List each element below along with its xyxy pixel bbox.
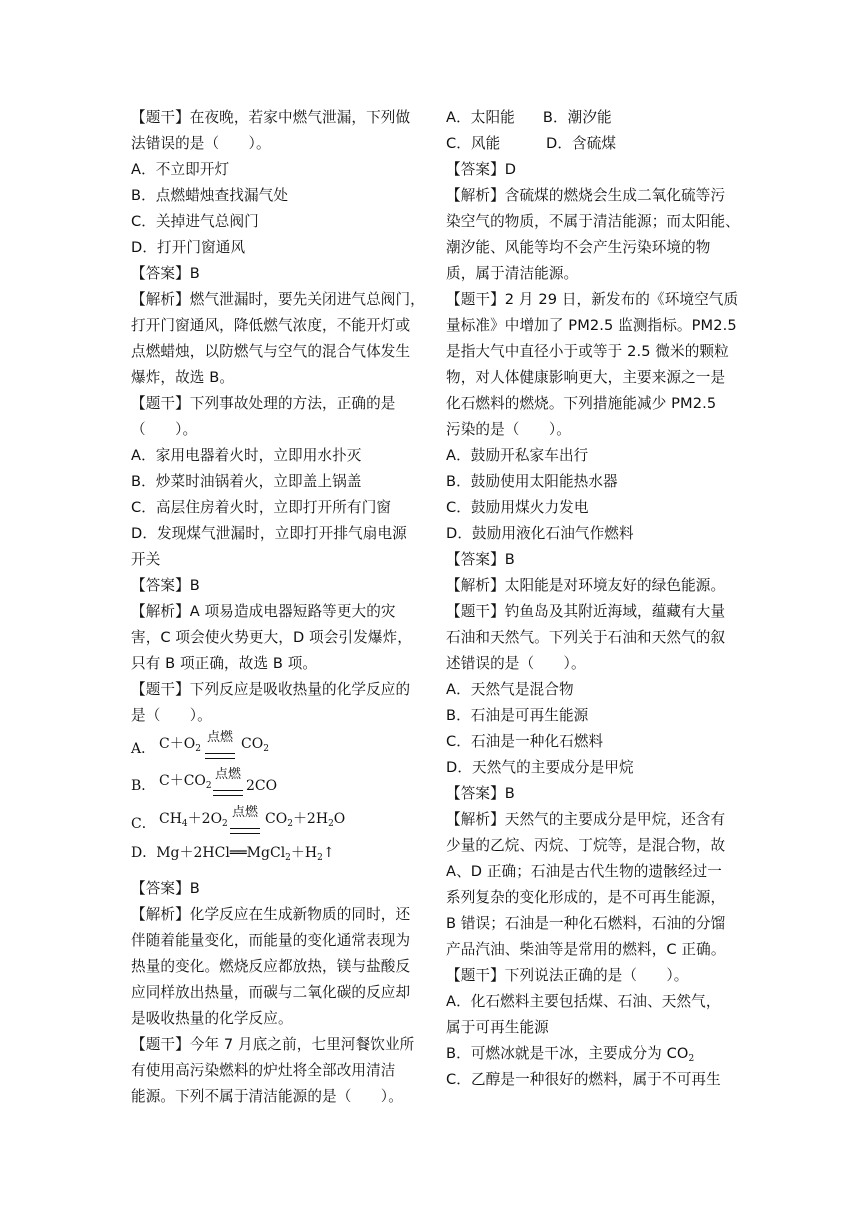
text-line: 害，C 项会使火势更大，D 项会引发爆炸，	[131, 629, 412, 646]
text-line: 产品汽油、柴油等是常用的燃料，C 正确。	[446, 941, 726, 958]
equation-reactants: $C+CO_2$	[159, 773, 212, 791]
equation-option-d	[131, 842, 417, 876]
equation-products: $CO_2$	[241, 735, 269, 754]
text-line: 【解析】化学反应在生成新物质的同时，还	[131, 905, 411, 923]
answer-line: 【答案】D	[446, 161, 517, 178]
option-label: C．	[131, 815, 156, 832]
text-line: 【题干】下列反应是吸收热量的化学反应的	[131, 681, 411, 698]
text-line: 属于可再生能源	[446, 1019, 549, 1036]
text-line: 【解析】太阳能是对环境友好的绿色能源。	[446, 577, 726, 594]
text-line: 量标准》中增加了 PM2.5 监测指标。PM2.5	[446, 317, 737, 334]
option-line: D．鼓励用液化石油气作燃料	[446, 525, 634, 542]
reaction-condition: 点燃	[206, 729, 233, 745]
option-line: A．不立即开灯	[131, 161, 230, 178]
answer-line: 【答案】B	[131, 879, 200, 897]
option-line: D．打开门窗通风	[131, 239, 246, 256]
text-line: 【题干】在夜晚，若家中燃气泄漏，下列做	[131, 109, 411, 126]
text-line: 【解析】A 项易造成电器短路等更大的灾	[131, 603, 396, 620]
text-line: 是吸收热量的化学反应。	[131, 1009, 293, 1027]
text-line: 化石燃料的燃烧。下列措施能减少 PM2.5	[446, 395, 717, 412]
option-line: D．天然气的主要成分是甲烷	[446, 759, 634, 776]
option-line: B．可燃冰就是干冰，主要成分为 $CO_2$	[446, 1045, 695, 1064]
answer-line: 【答案】B	[446, 551, 515, 568]
text-line: 打开门窗通风，降低燃气浓度，不能开灯或	[131, 317, 411, 334]
text-line: 有使用高污染燃料的炉灶将全部改用清洁	[131, 1061, 396, 1079]
option-line: B．鼓励使用太阳能热水器	[446, 473, 618, 490]
text-line: 【题干】2 月 29 日，新发布的《环境空气质	[446, 291, 739, 308]
left-column	[131, 105, 425, 1110]
option-line: B．点燃蜡烛查找漏气处	[131, 187, 289, 204]
equation-reactants: $CH_4+2O_2$	[159, 810, 228, 829]
reaction-condition: 点燃	[231, 804, 258, 820]
text-line: 只有 B 项正确，故选 B 项。	[131, 655, 318, 672]
text-line: 【解析】燃气泄漏时，要先关闭进气总阀门，	[131, 291, 425, 308]
text-line: 【题干】今年 7 月底之前，七里河餐饮业所	[131, 1035, 415, 1053]
right-column	[446, 105, 740, 1093]
option-line: C．鼓励用煤火力发电	[446, 499, 589, 516]
text-line: 潮汐能、风能等均不会产生污染环境的物	[446, 239, 711, 256]
equation-text: D．$Mg+2HCl══MgCl_2+H_2↑$	[131, 844, 335, 863]
answer-line: 【答案】B	[446, 785, 515, 802]
text-line: 述错误的是（ ）。	[446, 655, 586, 672]
equation-products: $CO_2+2H_2O$	[265, 810, 346, 829]
option-line: B．潮汐能	[542, 109, 612, 126]
text-line: 热量的变化。燃烧反应都放热，镁与盐酸反	[131, 957, 411, 975]
equation-option-a	[131, 729, 417, 767]
option-line: C．乙醇是一种很好的燃料，属于不可再生	[446, 1071, 721, 1088]
text-line: 是指大气中直径小于或等于 2.5 微米的颗粒	[446, 343, 729, 360]
text-line: 开关	[131, 551, 161, 568]
text-line: 染空气的物质，不属于清洁能源；而太阳能、	[446, 213, 740, 230]
answer-line: 【答案】B	[131, 577, 200, 594]
text-line: 法错误的是（ ）。	[131, 135, 271, 152]
text-line: 系列复杂的变化形成的，是不可再生能源，	[446, 889, 726, 906]
option-line: B．石油是可再生能源	[446, 707, 589, 724]
text-line: 污染的是（ ）。	[446, 421, 571, 438]
text-line: 质，属于清洁能源。	[446, 265, 579, 282]
text-line: 伴随着能量变化，而能量的变化通常表现为	[131, 931, 411, 949]
equation-option-c	[131, 804, 417, 842]
option-line: D．含硫煤	[546, 135, 617, 152]
option-line: B．炒菜时油锅着火，立即盖上锅盖	[131, 473, 362, 490]
option-pair	[446, 105, 734, 131]
text-line: 是（ ）。	[131, 707, 212, 724]
option-line: A．家用电器着火时，立即用水扑灭	[131, 447, 362, 464]
reaction-condition: 点燃	[214, 767, 241, 782]
text-line: 能源。下列不属于清洁能源的是（ ）。	[131, 1087, 403, 1105]
text-line: 【题干】下列事故处理的方法，正确的是	[131, 395, 396, 412]
text-line: 点燃蜡烛，以防燃气与空气的混合气体发生	[131, 343, 411, 360]
text-line: A、D 正确；石油是古代生物的遗骸经过一	[446, 863, 722, 880]
option-line: D．发现煤气泄漏时，立即打开排气扇电源	[131, 525, 407, 542]
reaction-equals-sign	[213, 790, 243, 796]
option-line: A．太阳能	[446, 109, 515, 126]
text-line: 应同样放出热量，而碳与二氧化碳的反应却	[131, 983, 411, 1001]
text-line: （ ）。	[131, 421, 198, 438]
text-line: 【解析】含硫煤的燃烧会生成二氧化硫等污	[446, 187, 726, 204]
text-line: 【题干】钓鱼岛及其附近海域，蕴藏有大量	[446, 603, 726, 620]
option-pair	[446, 131, 734, 157]
equation-products: 2CO	[246, 778, 278, 794]
option-line: C．风能	[446, 135, 501, 152]
text-line: 物，对人体健康影响更大，主要来源之一是	[446, 369, 726, 386]
reaction-equals-sign	[205, 753, 235, 759]
text-line: 石油和天然气。下列关于石油和天然气的叙	[446, 629, 726, 646]
equation-option-b	[131, 767, 417, 805]
reaction-equals-sign	[230, 828, 260, 834]
text-line: 【题干】下列说法正确的是（ ）。	[446, 967, 689, 984]
text-line: 【解析】天然气的主要成分是甲烷，还含有	[446, 811, 726, 828]
text-line: B 错误；石油是一种化石燃料，石油的分馏	[446, 915, 726, 932]
option-line: A．天然气是混合物	[446, 681, 574, 698]
option-line: A．化石燃料主要包括煤、石油、天然气，	[446, 993, 721, 1010]
text-line: 少量的乙烷、丙烷、丁烷等，是混合物，故	[446, 837, 726, 854]
option-label: B．	[131, 778, 156, 794]
equation-reactants: $C+O_2$	[159, 735, 201, 754]
option-label: A．	[131, 740, 156, 757]
option-line: C．石油是一种化石燃料	[446, 733, 604, 750]
option-line: A．鼓励开私家车出行	[446, 447, 589, 464]
text-line: 爆炸，故选 B。	[131, 369, 235, 386]
option-line: C．关掉进气总阀门	[131, 213, 259, 230]
answer-line: 【答案】B	[131, 265, 200, 282]
option-line: C．高层住房着火时，立即打开所有门窗	[131, 499, 392, 516]
